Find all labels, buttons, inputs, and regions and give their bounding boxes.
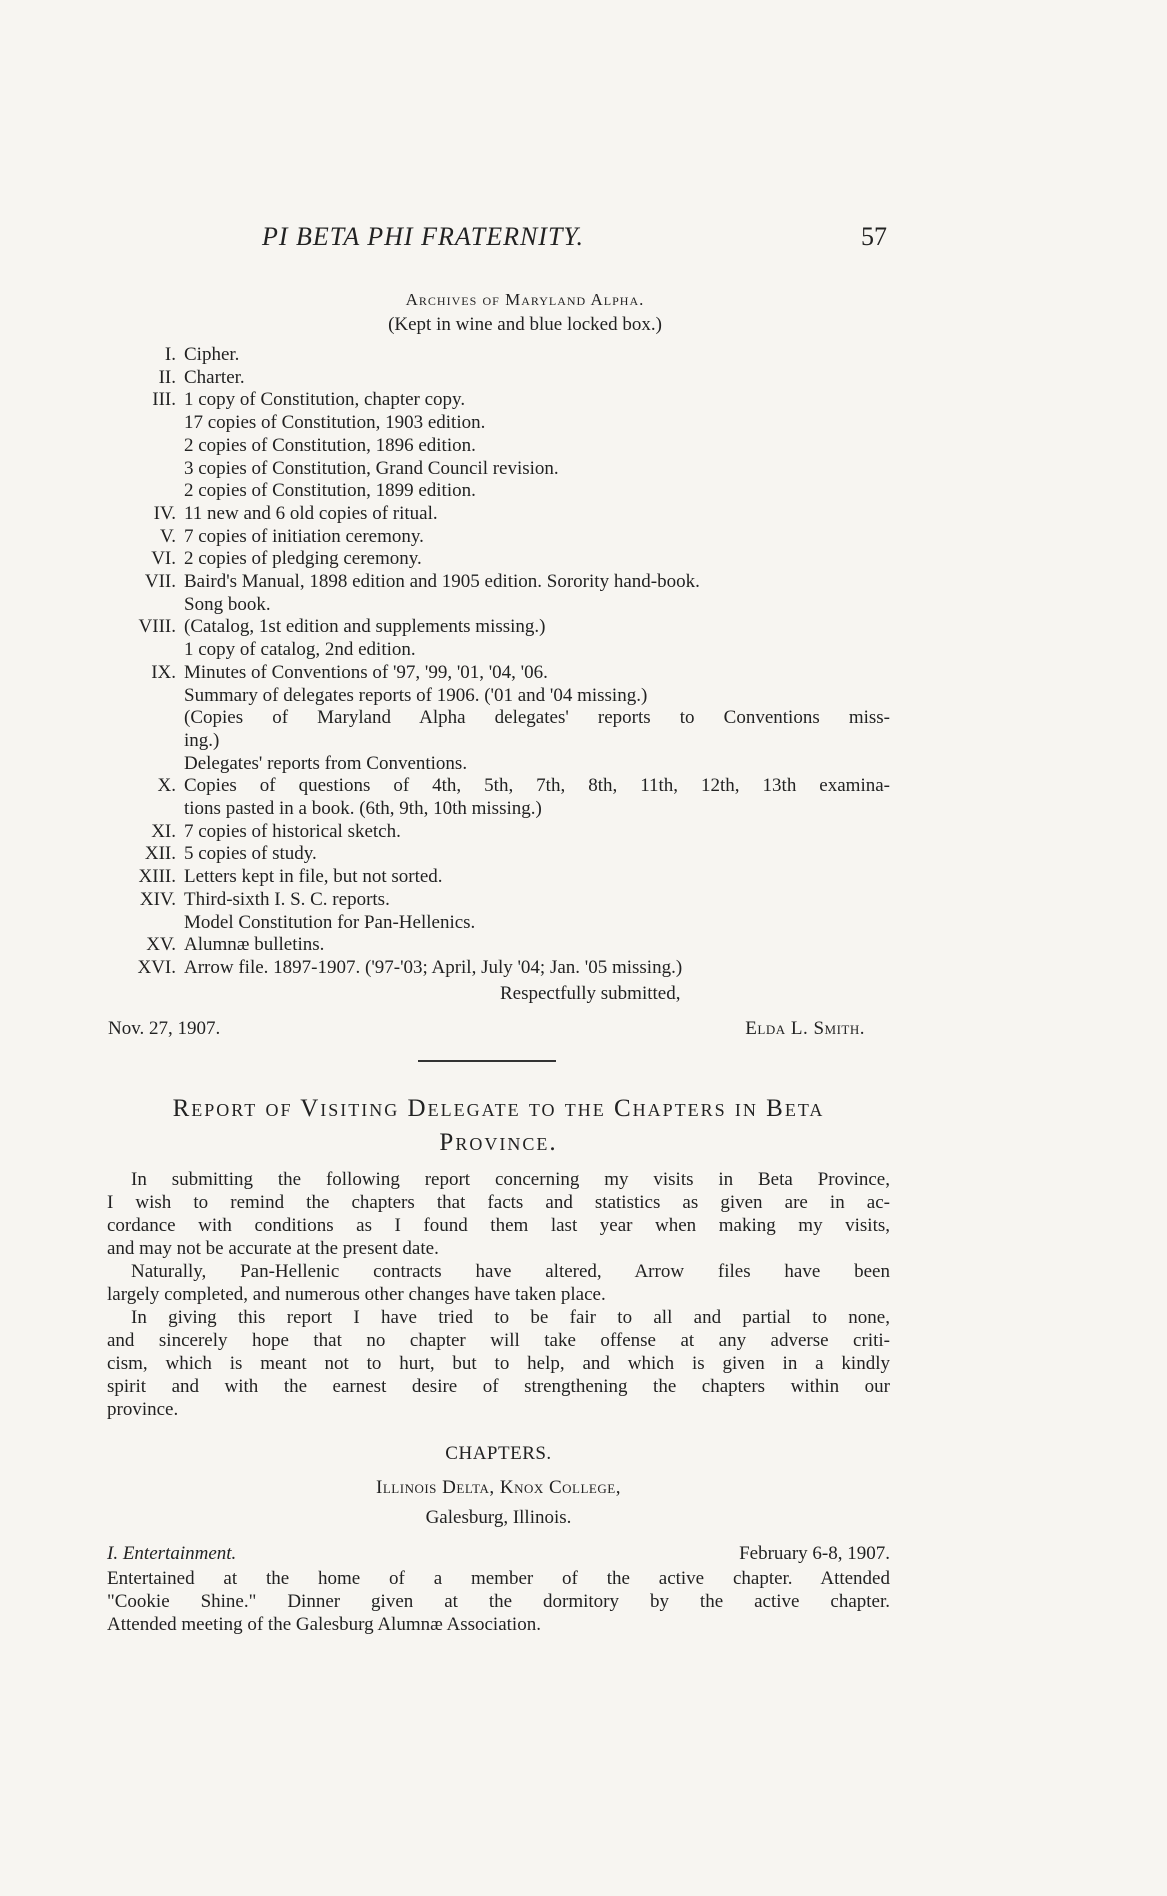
report-paragraph-line: largely completed, and numerous other changes have taken place. [107, 1284, 606, 1305]
archives-title: Archives of Maryland Alpha. [405, 290, 645, 309]
archive-entry-line: Model Constitution for Pan-Hellenics. [184, 911, 476, 933]
archive-entry-numeral: XIII. [138, 866, 176, 888]
report-paragraph-line: spirit and with the earnest desire of strengthening the chapters within our [107, 1376, 890, 1397]
archive-entry [100, 616, 890, 661]
archive-entry-numeral: XIV. [139, 888, 176, 910]
report-section [107, 1092, 890, 1636]
closing: Respectfully submitted, [500, 982, 681, 1004]
archive-entry-line: tions pasted in a book. (6th, 9th, 10th missing.) [184, 798, 542, 820]
report-paragraph-line: and may not be accurate at the present date. [107, 1238, 439, 1259]
report-paragraph [107, 1260, 890, 1306]
archive-entry-numeral: XVI. [137, 956, 176, 978]
archive-entry [100, 889, 890, 934]
archive-entry-line: 2 copies of pledging ceremony. [184, 548, 422, 570]
archive-entry [100, 934, 890, 957]
archive-entry [100, 367, 890, 390]
archive-entry-numeral: XI. [151, 820, 176, 842]
running-head [262, 222, 887, 262]
archive-entry-line: Letters kept in file, but not sorted. [184, 866, 443, 888]
archive-entry-line: Third-sixth I. S. C. reports. [184, 888, 390, 910]
entertainment-line: "Cookie Shine." Dinner given at the dormitory by the active chapter. [107, 1591, 890, 1612]
archive-entry-line: ing.) [184, 729, 220, 751]
archive-entry-line: Charter. [184, 366, 245, 388]
archive-entry-line: Minutes of Conventions of '97, '99, '01, '04, '06. [184, 661, 548, 683]
chapter-name: Illinois Delta, Knox College, [376, 1477, 621, 1498]
report-paragraph-line: province. [107, 1399, 179, 1420]
archive-entry-line: (Copies of Maryland Alpha delegates' reports to Conventions miss- [184, 707, 890, 729]
archive-entry [100, 775, 890, 820]
archive-entry-numeral: I. [164, 344, 176, 365]
page-number: 57 [861, 222, 887, 251]
report-paragraph-line: cism, which is meant not to hurt, but to help, and which is given in a kindly [107, 1353, 890, 1374]
entertainment-body [107, 1567, 890, 1636]
report-title-line-2: Province. [439, 1129, 558, 1156]
archive-entry-line: 3 copies of Constitution, Grand Council revision. [184, 457, 559, 479]
archive-entry-line: 7 copies of historical sketch. [184, 820, 401, 842]
entertainment-line: Entertained at the home of a member of the active chapter. Attended [107, 1568, 890, 1589]
archive-entry-numeral: XV. [146, 934, 176, 956]
section-divider [418, 1060, 556, 1062]
archive-entry-line: Delegates' reports from Conventions. [184, 752, 468, 774]
archive-entry-numeral: II. [158, 366, 176, 388]
archive-entry-line: Arrow file. 1897-1907. ('97-'03; April, July '04; Jan. '05 missing.) [184, 956, 683, 978]
archives-list [100, 344, 890, 980]
archive-entry-numeral: VI. [151, 548, 176, 570]
archive-entry-line: 17 copies of Constitution, 1903 edition. [184, 412, 486, 434]
archives-subtitle: (Kept in wine and blue locked box.) [388, 314, 662, 335]
archive-entry [100, 503, 890, 526]
report-paragraph-line: I wish to remind the chapters that facts and statistics as given are in ac- [107, 1192, 890, 1213]
archives-section [100, 290, 890, 1044]
archive-entry-line: Summary of delegates reports of 1906. ('01 and '04 missing.) [184, 684, 648, 706]
entertainment-line: Attended meeting of the Galesburg Alumnæ Association. [107, 1614, 541, 1635]
report-paragraph [107, 1168, 890, 1260]
archive-entry [100, 821, 890, 844]
archive-entry-numeral: XII. [144, 843, 176, 865]
archive-entry-line: Song book. [184, 593, 271, 615]
archive-entry-line: 1 copy of catalog, 2nd edition. [184, 639, 416, 661]
archive-entry-numeral: IX. [151, 661, 176, 683]
archive-entry-numeral: III. [152, 389, 176, 411]
signature-name: Elda L. Smith. [745, 1017, 865, 1039]
signature-line [100, 1018, 890, 1044]
archive-entry [100, 662, 890, 776]
report-paragraph-line: Naturally, Pan-Hellenic contracts have altered, Arrow files have been [131, 1261, 890, 1282]
archive-entry-line: 1 copy of Constitution, chapter copy. [184, 389, 466, 411]
archive-entry-line: Copies of questions of 4th, 5th, 7th, 8th, 11th, 12th, 13th examina- [184, 775, 890, 797]
archive-entry-numeral: IV. [153, 502, 176, 524]
archive-entry-line: 2 copies of Constitution, 1896 edition. [184, 434, 476, 456]
report-body [107, 1168, 890, 1421]
archive-entry [100, 344, 890, 367]
report-title-line-1: Report of Visiting Delegate to the Chapters in Beta [172, 1095, 825, 1122]
archive-entry-line: Baird's Manual, 1898 edition and 1905 edition. Sorority hand-book. [184, 571, 700, 593]
archive-entry-line: Alumnæ bulletins. [184, 934, 325, 956]
archive-entry [100, 526, 890, 549]
report-paragraph-line: In submitting the following report concerning my visits in Beta Province, [131, 1169, 890, 1190]
archive-entry-numeral: VIII. [138, 616, 176, 638]
signature-date: Nov. 27, 1907. [108, 1017, 221, 1039]
entertainment-heading [107, 1543, 890, 1567]
archive-entry-numeral: VII. [144, 571, 176, 593]
report-paragraph-line: cordance with conditions as I found them last year when making my visits, [107, 1215, 890, 1236]
chapters-heading: CHAPTERS. [445, 1443, 552, 1464]
report-paragraph [107, 1306, 890, 1421]
archive-entry [100, 843, 890, 866]
running-title: PI BETA PHI FRATERNITY. [262, 222, 584, 251]
archive-entry [100, 957, 890, 980]
report-paragraph-line: and sincerely hope that no chapter will take offense at any adverse criti- [107, 1330, 890, 1351]
archive-entry [100, 548, 890, 571]
archive-entry-line: 7 copies of initiation ceremony. [184, 525, 424, 547]
report-paragraph-line: In giving this report I have tried to be fair to all and partial to none, [131, 1307, 890, 1328]
entertainment-label: I. Entertainment. [107, 1543, 237, 1564]
chapter-place: Galesburg, Illinois. [425, 1507, 572, 1528]
archive-entry-line: 5 copies of study. [184, 843, 317, 865]
archive-entry-numeral: X. [157, 775, 176, 797]
archive-entry-line: 2 copies of Constitution, 1899 edition. [184, 480, 476, 502]
archive-entry-line: (Catalog, 1st edition and supplements missing.) [184, 616, 546, 638]
archive-entry-line: 11 new and 6 old copies of ritual. [184, 502, 438, 524]
archive-entry [100, 571, 890, 616]
entertainment-date: February 6-8, 1907. [739, 1543, 890, 1564]
archive-entry [100, 866, 890, 889]
archive-entry [100, 389, 890, 503]
archive-entry-numeral: V. [159, 525, 176, 547]
archive-entry-line: Cipher. [184, 344, 240, 365]
